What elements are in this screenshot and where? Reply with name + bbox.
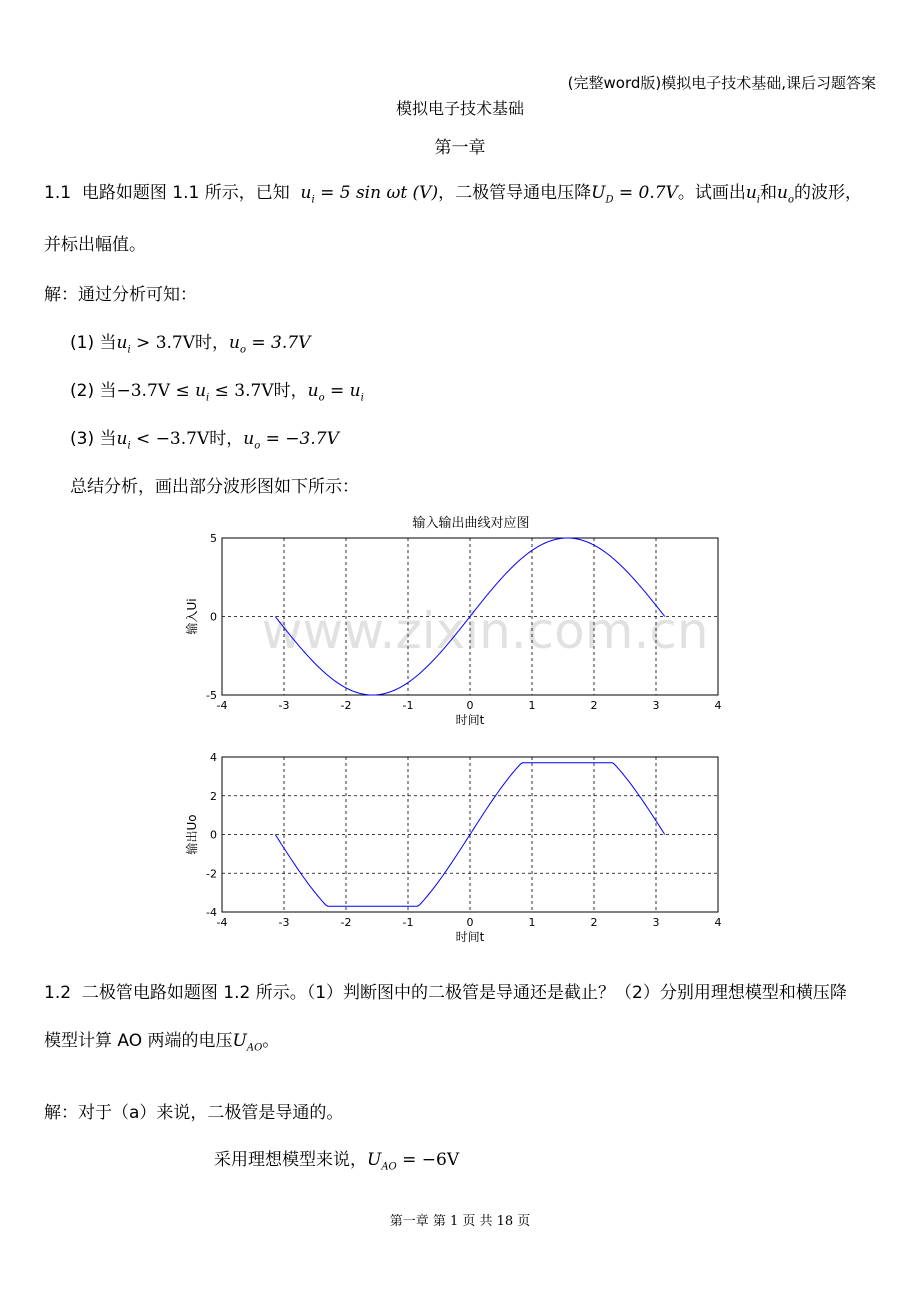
output-x-tick-label: 1 [528,916,536,929]
output-x-tick-label: 4 [714,916,722,929]
q1-line1 [44,178,862,205]
q1-number: 1.1 [44,183,72,203]
doc-title: 模拟电子技术基础 [395,99,524,118]
input-y-tick-label: -5 [206,689,217,702]
q1-line2: 并标出幅值。 [44,235,146,255]
input-x-tick-label: -3 [278,699,290,712]
sol1-case2: (2) 当$-3.7V \le u_i \le 3.7V$时，$u_o = u_i$ [70,381,364,404]
sol1-case1: (1) 当$u_i > 3.7V$时，$u_o = 3.7V$ [70,333,311,356]
sol1-summary: 总结分析，画出部分波形图如下所示： [70,477,359,497]
waveform-figure [180,508,740,953]
header-note: (完整word版)模拟电子技术基础,课后习题答案 [567,74,876,92]
sol1-intro: 解：通过分析可知： [44,285,197,305]
output-x-axis-label: 时间t [455,930,485,944]
q2-number: 1.2 [44,983,72,1003]
output-y-tick-label: -2 [206,867,217,881]
q2-line1 [44,978,847,1003]
output-y-tick-label: 2 [210,789,217,803]
input-x-tick-label: -2 [340,699,352,712]
output-plot [184,751,722,944]
output-x-tick-label: -2 [340,916,352,929]
output-y-tick-label: 4 [210,751,217,764]
sol2-intro: 解：对于（a）来说，二极管是导通的。 [44,1103,344,1123]
q1-text2: ，二极管导通电压降 [438,183,592,203]
q2-text1: 二极管电路如题图 1.2 所示。（1）判断图中的二极管是导通还是截止？（2）分别用理想模型和横压降 [81,983,847,1003]
input-y-axis-label: 输入Ui [185,598,199,635]
q1-formula-ud: $U_D = 0.7V$ [591,183,678,206]
input-x-tick-label: 2 [590,699,598,712]
q1-ui-symbol: $u_i$ [745,183,760,206]
output-y-tick-label: 0 [210,828,217,842]
q1-text1: 电路如题图 1.1 所示，已知 [81,183,290,203]
output-y-axis-label: 输出Uo [185,814,199,855]
input-x-tick-label: -1 [402,699,414,712]
output-x-tick-label: 3 [652,916,660,929]
q1-text3: 。试画出 [677,183,746,203]
q1-formula-ui: $u_i = 5$ sin ωt (V) [300,183,439,206]
q1-text4: 和 [760,183,777,203]
output-y-tick-label: -4 [206,906,217,919]
q1-uo-symbol: $u_o$ [777,183,794,206]
output-x-tick-label: -4 [216,916,228,929]
input-x-tick-label: 1 [528,699,536,712]
output-x-tick-label: 0 [466,916,474,929]
chapter-heading: 第一章 [434,138,486,158]
q1-text5: 的波形， [793,183,862,203]
output-x-tick-label: -1 [402,916,414,929]
output-x-tick-label: 2 [590,916,598,929]
q2-uao-symbol: $U_{AO}$ [232,1031,263,1054]
q2-line2: 模型计算 AO 两端的电压$U_{AO}$。 [44,1031,280,1054]
sol2-ideal-model: 采用理想模型来说，$U_{AO} = -6V$ [214,1150,460,1173]
figure-title: 输入输出曲线对应图 [412,516,530,531]
input-x-tick-label: -4 [216,699,228,712]
input-x-tick-label: 3 [652,699,660,712]
sol1-case3: (3) 当$u_i < -3.7V$时，$u_o = -3.7V$ [70,429,339,452]
page-footer: 第一章 第 1 页 共 18 页 [389,1214,531,1229]
input-x-tick-label: 4 [714,699,722,712]
input-y-tick-label: 5 [210,532,217,545]
output-x-tick-label: -3 [278,916,290,929]
input-x-tick-label: 0 [466,699,474,712]
watermark: www.zixin.com.cn [261,602,709,660]
input-x-axis-label: 时间t [455,713,485,727]
input-y-tick-label: 0 [210,610,217,624]
